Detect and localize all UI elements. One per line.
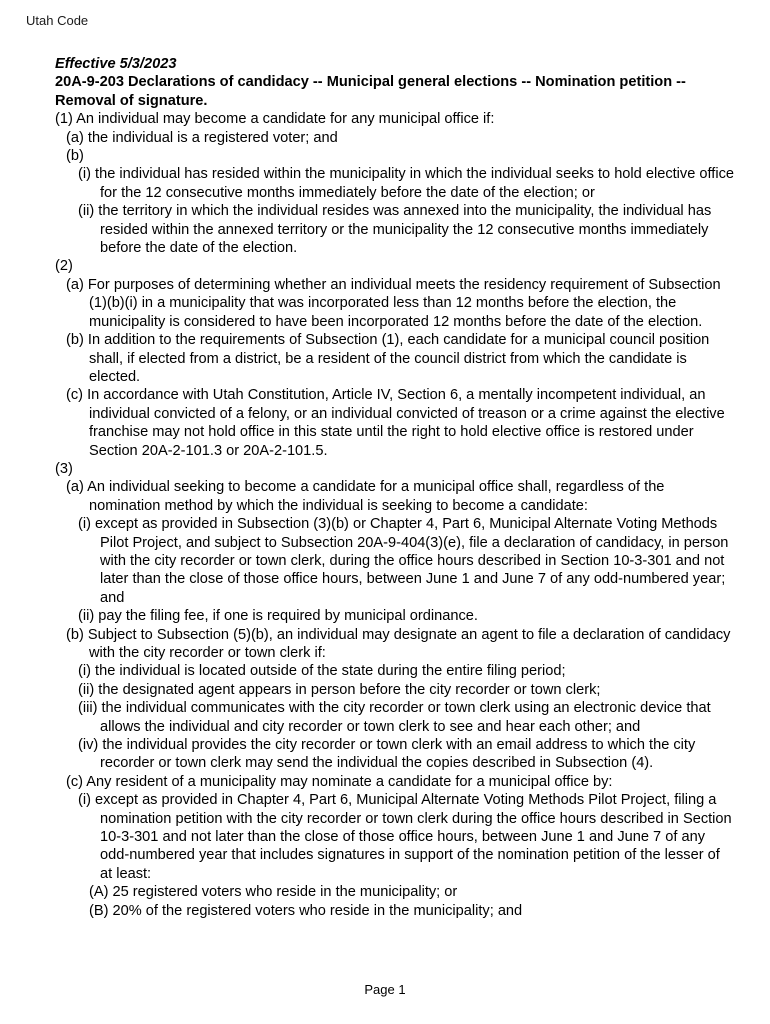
subsection-1: (1) An individual may become a candidate for any municipal office if: xyxy=(55,111,495,128)
effective-date: Effective 5/3/2023 xyxy=(55,56,177,72)
subsection-2b: (b) In addition to the requirements of Subsection (1), each candidate for a municipal council position shall, if elected from a district, be a resident of the council district from which the candidate is elected. xyxy=(66,332,710,385)
subsection-3a: (a) An individual seeking to become a candidate for a municipal office shall, regardless of the nomination method by which the individual is seeking to become a candidate: xyxy=(66,479,665,514)
subsection-1b-i: (i) the individual has resided within the municipality in which the individual seeks to hold elective office for the 12 consecutive months immediately before the date of the election; or xyxy=(78,166,734,201)
running-header: Utah Code xyxy=(26,13,89,28)
subsection-3: (3) xyxy=(55,460,73,477)
subsection-3a-ii: (ii) pay the filing fee, if one is required by municipal ordinance. xyxy=(78,608,478,625)
section-title: 20A-9-203 Declarations of candidacy -- Municipal general elections -- Nomination petition -- Removal of signature. xyxy=(55,74,686,109)
subsection-3b-iii: (iii) the individual communicates with the city recorder or town clerk using an electronic device that allows the individual and city recorder or town clerk to see and hear each other; and xyxy=(78,700,711,735)
subsection-3c-i-B: (B) 20% of the registered voters who reside in the municipality; and xyxy=(89,902,523,919)
subsection-1b-ii: (ii) the territory in which the individual resides was annexed into the municipality, the individual has resided within the annexed territory or the municipality the 12 consecutive months immediately before the date of the election. xyxy=(78,203,712,257)
subsection-3b-ii: (ii) the designated agent appears in person before the city recorder or town clerk; xyxy=(78,681,601,698)
subsection-3a-i: (i) except as provided in Subsection (3)(b) or Chapter 4, Part 6, Municipal Alternate Voting Methods Pilot Project, and subject to Subsection 20A-9-404(3)(e), file a declaration of candidacy, in person with the city recorder or town clerk, during the office hours described in Section 10-3-301 and not later than the close of those office hours, between June 1 and June 7 of any odd-numbered year; and xyxy=(78,516,729,606)
subsection-2c: (c) In accordance with Utah Constitution, Article IV, Section 6, a mentally incompetent individual, an individual convicted of a felony, or an individual convicted of treason or a crime against the elective franchise may not hold office in this state until the right to hold elective office is restored under Section 20A-2-101.3 or 20A-2-101.5. xyxy=(66,387,725,459)
subsection-3b: (b) Subject to Subsection (5)(b), an individual may designate an agent to file a declaration of candidacy with the city recorder or town clerk if: xyxy=(66,626,731,661)
subsection-2: (2) xyxy=(55,258,73,275)
subsection-3c-i-A: (A) 25 registered voters who reside in the municipality; or xyxy=(89,884,458,901)
subsection-2a: (a) For purposes of determining whether an individual meets the residency requirement of Subsection (1)(b)(i) in a municipality that was incorporated less than 12 months before the election, the municipality is considered to have been incorporated 12 months before the date of the election. xyxy=(66,276,721,330)
subsection-1a: (a) the individual is a registered voter; and xyxy=(66,129,338,146)
subsection-3c: (c) Any resident of a municipality may nominate a candidate for a municipal office by: xyxy=(66,773,613,790)
subsection-3c-i: (i) except as provided in Chapter 4, Part 6, Municipal Alternate Voting Methods Pilot Project, filing a nomination petition with the city recorder or town clerk during the office hours described in Section 10-3-301 and not later than the close of those office hours, between June 1 and June 7 of any odd-numbered year that includes signatures in support of the nomination petition of the lesser of at least: xyxy=(78,792,732,882)
page-number: Page 1 xyxy=(364,982,406,997)
subsection-1b: (b) xyxy=(66,148,84,165)
document-body xyxy=(55,55,735,920)
subsection-3b-iv: (iv) the individual provides the city recorder or town clerk with an email address to which the city recorder or town clerk may send the individual the copies described in Subsection (4). xyxy=(78,737,696,772)
subsection-3b-i: (i) the individual is located outside of the state during the entire filing period; xyxy=(78,663,566,680)
